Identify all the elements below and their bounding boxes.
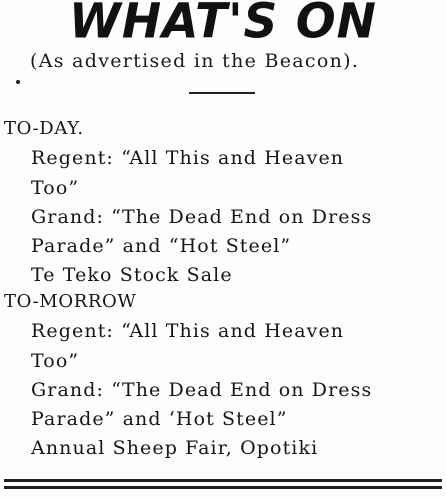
today-line-2: Too” [31,177,80,199]
tomorrow-line-4: Parade” and ‘Hot Steel” [31,408,288,430]
tomorrow-heading: TO-MORROW [4,291,137,312]
title-divider [189,92,255,94]
notice-subtitle: (As advertised in the Beacon). [30,50,360,72]
today-line-4: Parade” and “Hot Steel” [31,235,292,257]
notice-title: WHAT'S ON [68,0,377,50]
tomorrow-line-2: Too” [31,350,80,372]
today-line-1: Regent: “All This and Heaven [31,147,345,169]
print-speck [16,80,20,84]
tomorrow-line-1: Regent: “All This and Heaven [31,320,345,342]
today-line-3: Grand: “The Dead End on Dress [31,206,373,228]
today-line-5: Te Teko Stock Sale [31,264,233,286]
today-heading: TO-DAY. [4,118,84,139]
tomorrow-line-3: Grand: “The Dead End on Dress [31,379,373,401]
bottom-rule-upper [4,479,442,482]
tomorrow-line-5: Annual Sheep Fair, Opotiki [31,437,319,459]
bottom-rule-lower [4,486,442,489]
